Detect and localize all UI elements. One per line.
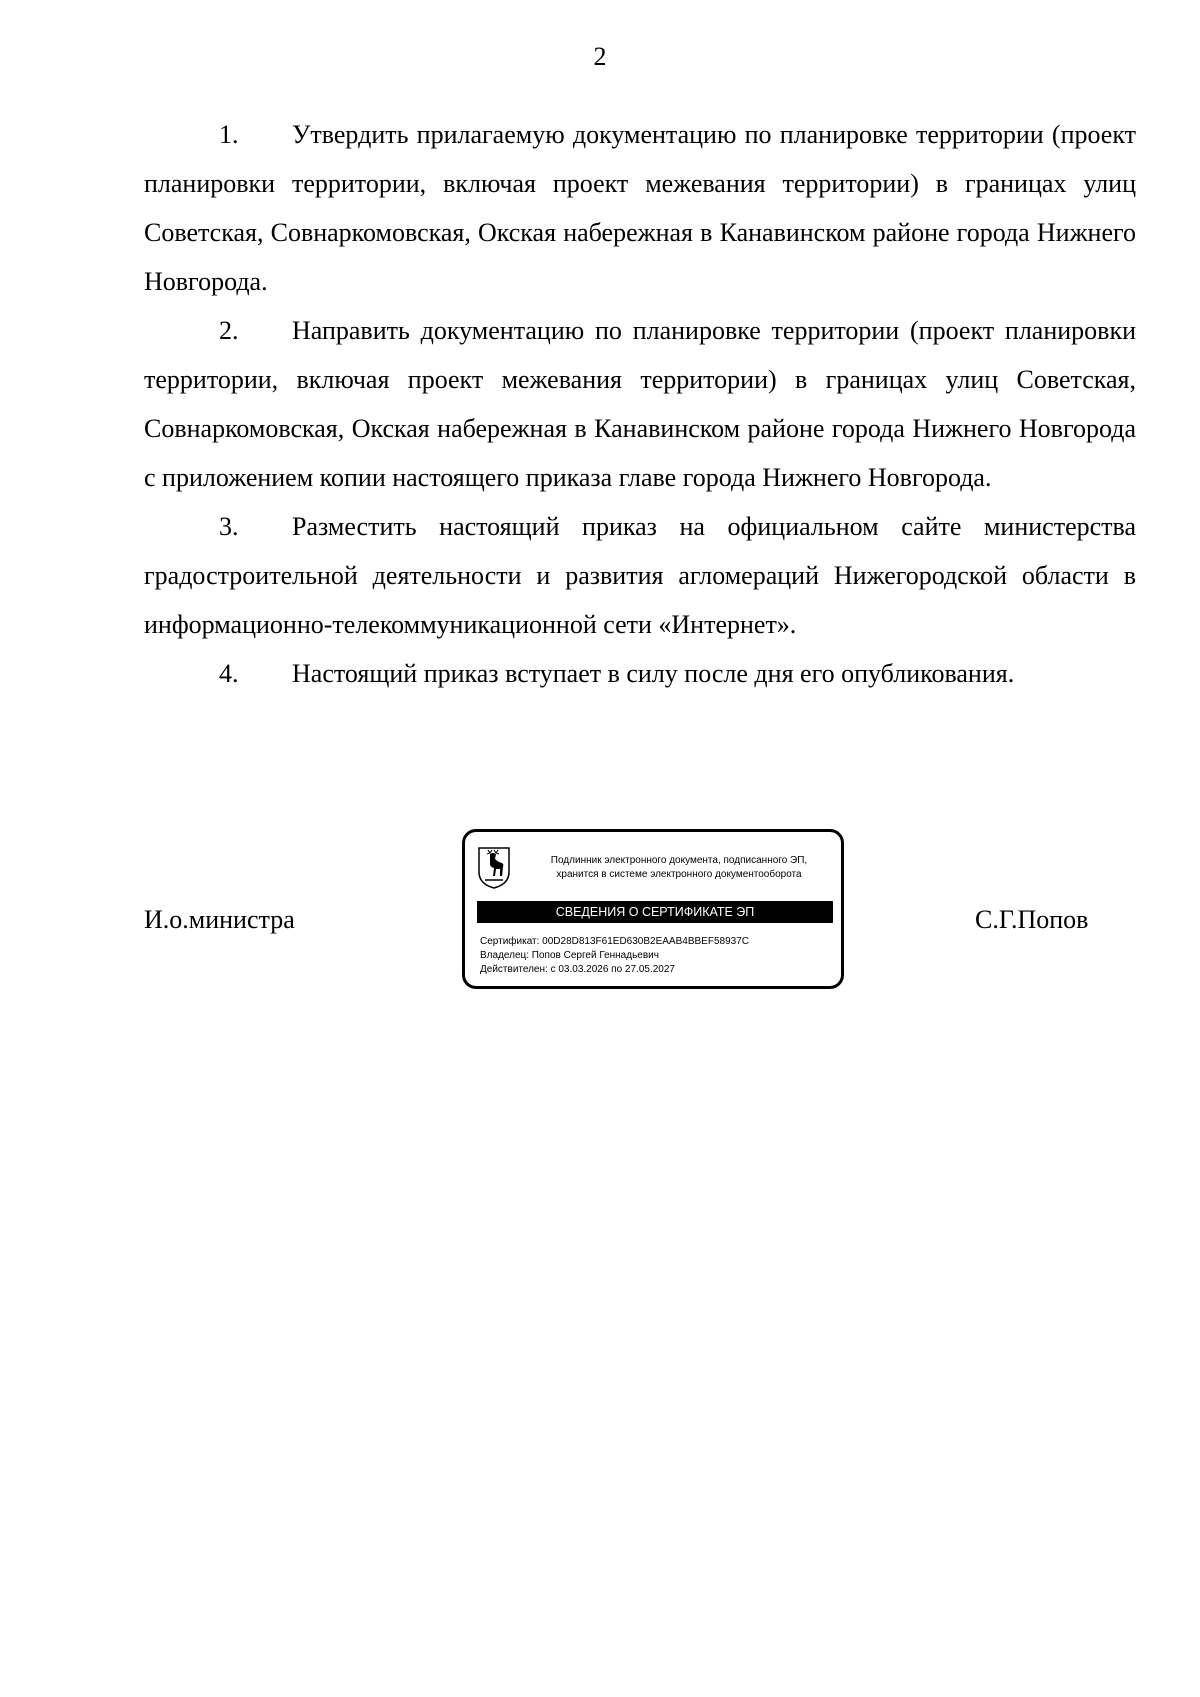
paragraph-number: 1. [219, 120, 239, 149]
paragraph-2 [144, 306, 1136, 502]
stamp-note-line: хранится в системе электронного документооборота [556, 869, 802, 880]
page-number: 2 [593, 42, 607, 71]
paragraph-text: Направить документацию по планировке территории (проект планировки территории, включая проект межевания территории) в границах улиц Советская, Совнаркомовская, Окская набережная в Канавинском районе города Нижнего Новгорода с приложением копии настоящего приказа главе города Нижнего Новгорода. [144, 316, 1136, 492]
document-body [144, 110, 1136, 698]
electronic-signature-stamp [462, 829, 844, 989]
certificate-number: Сертификат: 00D28D813F61ED630B2EAAB4BBEF58937C [480, 936, 749, 947]
paragraph-4 [144, 649, 1136, 698]
stamp-note-line: Подлинник электронного документа, подписанного ЭП, [550, 855, 808, 866]
deer-coat-of-arms-icon [477, 846, 511, 890]
stamp-note [523, 854, 835, 882]
paragraph-text: Утвердить прилагаемую документацию по планировке территории (проект планировки территории, включая проект межевания территории) в границах улиц Советская, Совнаркомовская, Окская набережная в Канавинском районе города Нижнего Новгорода. [144, 120, 1136, 296]
paragraph-number: 3. [219, 512, 239, 541]
certificate-owner: Владелец: Попов Сергей Геннадьевич [480, 950, 659, 961]
signatory-name: С.Г.Попов [975, 905, 1089, 934]
paragraph-number: 2. [219, 316, 239, 345]
stamp-header: СВЕДЕНИЯ О СЕРТИФИКАТЕ ЭП [477, 901, 833, 923]
paragraph-3 [144, 502, 1136, 649]
signatory-title: И.о.министра [144, 905, 295, 934]
paragraph-1 [144, 110, 1136, 306]
certificate-details [480, 935, 749, 977]
certificate-validity: Действителен: с 03.03.2026 по 27.05.2027 [480, 964, 675, 975]
paragraph-text: Настоящий приказ вступает в силу после дня его опубликования. [292, 659, 1015, 688]
paragraph-text: Разместить настоящий приказ на официальном сайте министерства градостроительной деятельности и развития агломераций Нижегородской области в информационно-телекоммуникационной сети «Интернет». [144, 512, 1136, 639]
paragraph-number: 4. [219, 659, 239, 688]
